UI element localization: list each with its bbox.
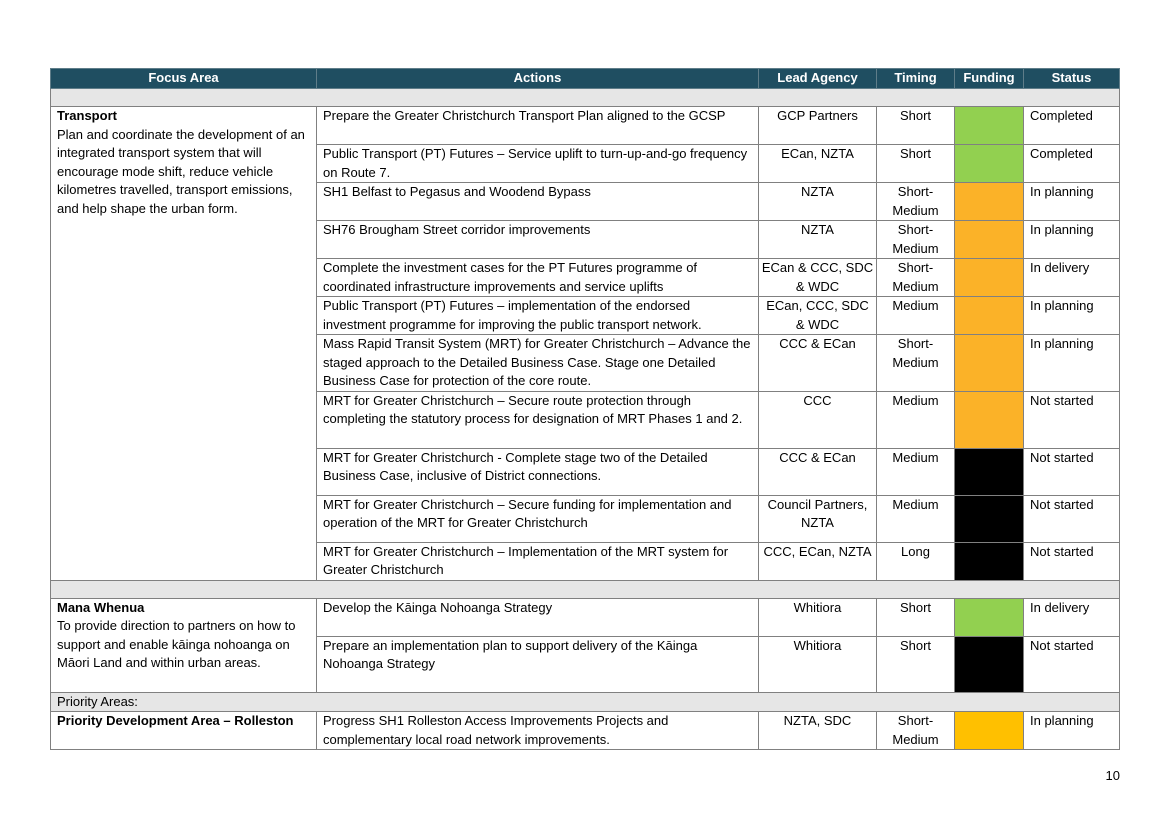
funding-indicator xyxy=(955,259,1024,297)
priority-areas-label: Priority Areas: xyxy=(51,692,1120,712)
header-status: Status xyxy=(1024,69,1120,89)
agency-cell: Whitiora xyxy=(759,598,877,636)
timing-cell: Medium xyxy=(877,297,955,335)
funding-indicator xyxy=(955,391,1024,448)
status-cell: Not started xyxy=(1024,391,1120,448)
status-cell: In planning xyxy=(1024,183,1120,221)
funding-indicator xyxy=(955,335,1024,392)
status-cell: In planning xyxy=(1024,297,1120,335)
focus-cell-transport xyxy=(51,107,317,581)
action-cell: MRT for Greater Christchurch - Complete stage two of the Detailed Business Case, inclusive of District connections. xyxy=(317,448,759,495)
timing-cell: Short xyxy=(877,598,955,636)
header-funding: Funding xyxy=(955,69,1024,89)
agency-cell: ECan, CCC, SDC & WDC xyxy=(759,297,877,335)
header-lead-agency: Lead Agency xyxy=(759,69,877,89)
section-separator xyxy=(51,89,1120,107)
agency-cell: CCC & ECan xyxy=(759,448,877,495)
funding-indicator xyxy=(955,636,1024,692)
table-row xyxy=(51,712,1120,750)
timing-cell: Short xyxy=(877,107,955,145)
table-row xyxy=(51,107,1120,145)
action-cell: Complete the investment cases for the PT Futures programme of coordinated infrastructure improvements and service uplifts xyxy=(317,259,759,297)
status-cell: Not started xyxy=(1024,542,1120,580)
agency-cell: Whitiora xyxy=(759,636,877,692)
action-cell: Public Transport (PT) Futures – Service uplift to turn-up-and-go frequency on Route 7. xyxy=(317,145,759,183)
action-plan-table xyxy=(50,68,1120,750)
timing-cell: Long xyxy=(877,542,955,580)
timing-cell: Short-Medium xyxy=(877,712,955,750)
agency-cell: NZTA xyxy=(759,221,877,259)
focus-description: To provide direction to partners on how to support and enable kāinga nohoanga on Māori Land and within urban areas. xyxy=(57,618,296,670)
funding-indicator xyxy=(955,712,1024,750)
status-cell: Not started xyxy=(1024,448,1120,495)
status-cell: Completed xyxy=(1024,107,1120,145)
agency-cell: CCC, ECan, NZTA xyxy=(759,542,877,580)
funding-indicator xyxy=(955,495,1024,542)
action-cell: SH1 Belfast to Pegasus and Woodend Bypass xyxy=(317,183,759,221)
funding-indicator xyxy=(955,297,1024,335)
focus-title: Priority Development Area – Rolleston xyxy=(57,713,294,728)
timing-cell: Short xyxy=(877,145,955,183)
agency-cell: GCP Partners xyxy=(759,107,877,145)
focus-title: Mana Whenua xyxy=(57,599,145,615)
header-timing: Timing xyxy=(877,69,955,89)
funding-indicator xyxy=(955,542,1024,580)
focus-cell-mana-whenua xyxy=(51,598,317,692)
timing-cell: Medium xyxy=(877,391,955,448)
focus-cell-rolleston xyxy=(51,712,317,750)
header-actions: Actions xyxy=(317,69,759,89)
action-cell: Prepare the Greater Christchurch Transport Plan aligned to the GCSP xyxy=(317,107,759,145)
status-cell: In planning xyxy=(1024,221,1120,259)
timing-cell: Short-Medium xyxy=(877,259,955,297)
table-body xyxy=(51,89,1120,750)
action-cell: MRT for Greater Christchurch – Secure route protection through completing the statutory process for designation of MRT Phases 1 and 2. xyxy=(317,391,759,448)
agency-cell: ECan & CCC, SDC & WDC xyxy=(759,259,877,297)
priority-areas-row xyxy=(51,692,1120,712)
agency-cell: Council Partners, NZTA xyxy=(759,495,877,542)
action-cell: MRT for Greater Christchurch – Implementation of the MRT system for Greater Christchurch xyxy=(317,542,759,580)
timing-cell: Medium xyxy=(877,495,955,542)
funding-indicator xyxy=(955,107,1024,145)
action-cell: Develop the Kāinga Nohoanga Strategy xyxy=(317,598,759,636)
status-cell: In delivery xyxy=(1024,259,1120,297)
action-cell: MRT for Greater Christchurch – Secure funding for implementation and operation of the MRT for Greater Christchurch xyxy=(317,495,759,542)
agency-cell: CCC & ECan xyxy=(759,335,877,392)
focus-title: Transport xyxy=(57,108,117,123)
action-cell: Progress SH1 Rolleston Access Improvements Projects and complementary local road network improvements. xyxy=(317,712,759,750)
action-cell: SH76 Brougham Street corridor improvements xyxy=(317,221,759,259)
agency-cell: CCC xyxy=(759,391,877,448)
section-separator xyxy=(51,580,1120,598)
agency-cell: NZTA xyxy=(759,183,877,221)
funding-indicator xyxy=(955,183,1024,221)
status-cell: Not started xyxy=(1024,636,1120,692)
action-cell: Mass Rapid Transit System (MRT) for Greater Christchurch – Advance the staged approach to the Detailed Business Case. Stage one Detailed Business Case for protection of the core route. xyxy=(317,335,759,392)
agency-cell: ECan, NZTA xyxy=(759,145,877,183)
agency-cell: NZTA, SDC xyxy=(759,712,877,750)
timing-cell: Short-Medium xyxy=(877,221,955,259)
header-focus-area: Focus Area xyxy=(51,69,317,89)
status-cell: In delivery xyxy=(1024,598,1120,636)
funding-indicator xyxy=(955,448,1024,495)
funding-indicator xyxy=(955,221,1024,259)
timing-cell: Short xyxy=(877,636,955,692)
funding-indicator xyxy=(955,598,1024,636)
timing-cell: Short-Medium xyxy=(877,335,955,392)
status-cell: Completed xyxy=(1024,145,1120,183)
timing-cell: Medium xyxy=(877,448,955,495)
action-cell: Public Transport (PT) Futures – implementation of the endorsed investment programme for improving the public transport network. xyxy=(317,297,759,335)
table-row xyxy=(51,598,1120,636)
status-cell: In planning xyxy=(1024,335,1120,392)
header-row xyxy=(51,69,1120,89)
page-number: 10 xyxy=(1105,768,1120,783)
status-cell: In planning xyxy=(1024,712,1120,750)
funding-indicator xyxy=(955,145,1024,183)
action-cell: Prepare an implementation plan to support delivery of the Kāinga Nohoanga Strategy xyxy=(317,636,759,692)
focus-description: Plan and coordinate the development of an integrated transport system that will encourage mode shift, reduce vehicle kilometres travelled, transport emissions, and help shape the urban form. xyxy=(57,126,305,216)
timing-cell: Short-Medium xyxy=(877,183,955,221)
status-cell: Not started xyxy=(1024,495,1120,542)
